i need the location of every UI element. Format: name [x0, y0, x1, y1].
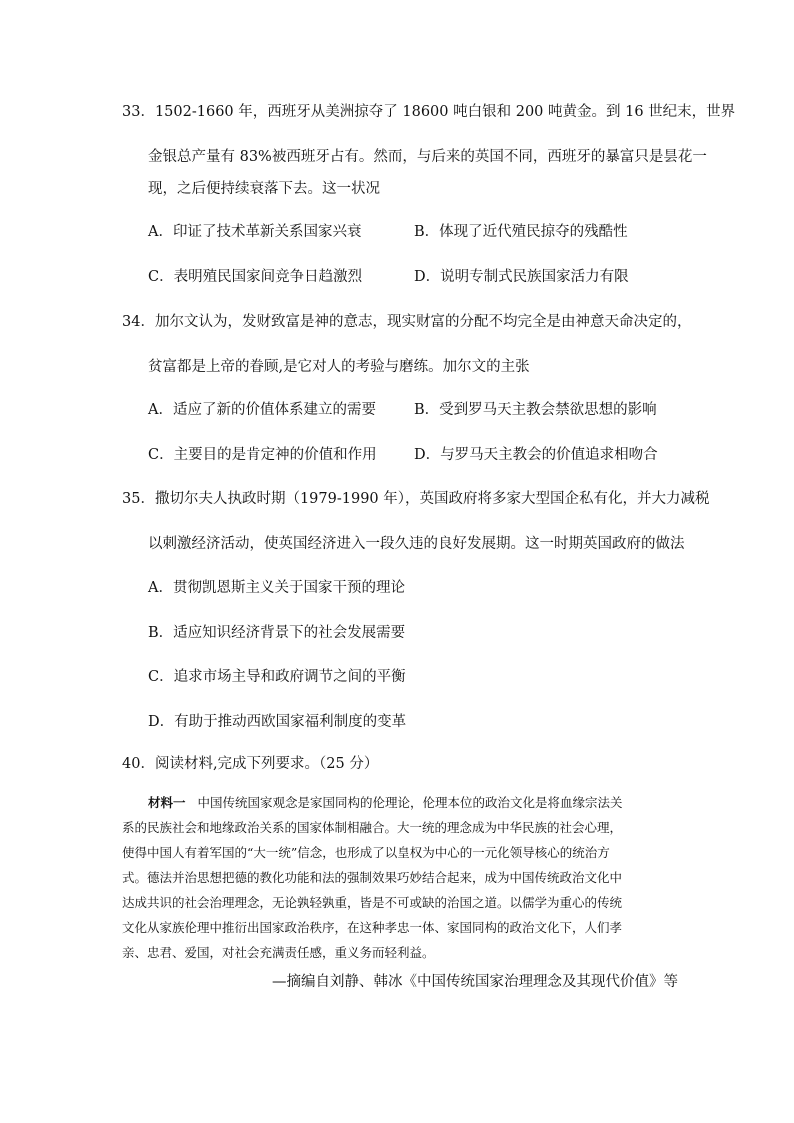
- q33-option-d: D．说明专制式民族国家活力有限: [414, 269, 629, 285]
- q33-option-c: C．表明殖民国家间竞争日趋激烈: [148, 269, 363, 285]
- q40-source: —摘编自刘静、韩冰《中国传统国家治理理念及其现代价值》等: [272, 974, 678, 990]
- q40-material-line3: 使得中国人有着军国的“大一统”信念，也形成了以皇权为中心的一元化领导核心的统治方: [122, 845, 610, 860]
- q40-material-line1: [148, 795, 622, 811]
- q35-stem-line2: 以刺激经济活动，使英国经济进入一段久违的良好发展期。这一时期英国政府的做法: [148, 536, 685, 552]
- q33-stem-line3: 现，之后便持续衰落下去。这一状况: [148, 181, 380, 197]
- q33-option-a: A．印证了技术革新关系国家兴衰: [148, 224, 362, 240]
- q40-heading: 40．阅读材料,完成下列要求。（25 分）: [122, 756, 379, 772]
- q33-stem-line2: 金银总产量有 83%被西班牙占有。然而，与后来的英国不同，西班牙的暴富只是昙花一: [148, 149, 707, 165]
- q33-option-b: B．体现了近代殖民掠夺的残酷性: [414, 224, 628, 240]
- q35-option-d: D．有助于推动西欧国家福利制度的变革: [148, 714, 407, 730]
- q35-option-b: B．适应知识经济背景下的社会发展需要: [148, 625, 406, 641]
- q35-stem-line1: 35．撒切尔夫人执政时期（1979-1990 年），英国政府将多家大型国企私有化，并大力减税: [122, 491, 710, 507]
- q33-stem-line1: 33．1502-1660 年，西班牙从美洲掠夺了 18600 吨白银和 200 吨黄金。到 16 世纪末，世界: [122, 104, 736, 120]
- q34-option-d: D．与罗马天主教会的价值追求相吻合: [414, 447, 658, 463]
- q34-stem-line2: 贫富都是上帝的眷顾,是它对人的考验与磨练。加尔文的主张: [148, 359, 530, 375]
- q40-material-line7: 亲、忠君、爱国，对社会充满责任感，重义务而轻利益。: [122, 945, 435, 960]
- q34-option-c: C．主要目的是肯定神的价值和作用: [148, 447, 377, 463]
- q34-option-a: A．适应了新的价值体系建立的需要: [148, 402, 376, 418]
- material-label: 材料一: [148, 795, 186, 810]
- q40-material-line5: 达成共识的社会治理理念，无论孰轻孰重，皆是不可或缺的治国之道。以儒学为重心的传统: [122, 895, 623, 910]
- q40-material-line2: 系的民族社会和地缘政治关系的国家体制相融合。大一统的理念成为中华民族的社会心理，: [122, 820, 623, 835]
- q40-material-line6: 文化从家族伦理中推衍出国家政治秩序，在这种孝忠一体、家国同构的政治文化下，人们孝: [122, 920, 623, 935]
- q35-option-a: A．贯彻凯恩斯主义关于国家干预的理论: [148, 580, 405, 596]
- q40-material-line4: 式。德法并治思想把德的教化功能和法的强制效果巧妙结合起来，成为中国传统政治文化中: [122, 870, 623, 885]
- q34-option-b: B．受到罗马天主教会禁欲思想的影响: [414, 402, 657, 418]
- q35-option-c: C．追求市场主导和政府调节之间的平衡: [148, 669, 406, 685]
- material-text: 中国传统国家观念是家国同构的伦理论，伦理本位的政治文化是将血缘宗法关: [197, 795, 623, 810]
- q34-stem-line1: 34．加尔文认为，发财致富是神的意志，现实财富的分配不均完全是由神意天命决定的，: [122, 314, 692, 330]
